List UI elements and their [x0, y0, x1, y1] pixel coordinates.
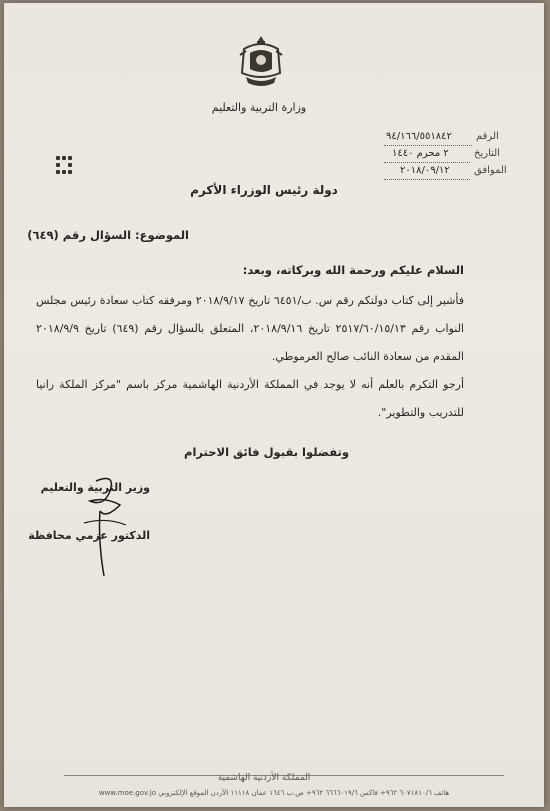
stamp-dots [56, 156, 72, 178]
paragraph-1: فأشير إلى كتاب دولتكم رقم س. ب/٦٤٥١ تاريخ ٢٠١٨/٩/١٧ ومرفقه كتاب سعادة رئيس مجلس النواب رقم ٢٥١٧/٦٠/١٥/١٣ تاريخ ٢٠١٨/٩/١٦، المتعلق بالسؤال رقم (٦٤٩) تاريخ ٢٠١٨/٩/٩ المقدم من سعادة النائب صالح العرموطي. [36, 294, 464, 363]
coat-of-arms-icon [236, 33, 286, 91]
signer-title: وزير التربية والتعليم [40, 481, 150, 494]
date-gregorian: ٢٠١٨/٠٩/١٢ [400, 165, 450, 176]
signer-name: الدكتور عزمي محافظة [28, 529, 150, 542]
footer-contact: هاتف ٦٠٧١٨١٠/٦ ٩٦٢+ فاكس ٦٦٦٦٠١٩/٦ ٩٦٢+ ص.ب ١٦٤٦ عمان ١١١١٨ الأردن الموقع الإلكتروني www.moe.gov.jo [98, 789, 450, 797]
footer-country: المملكة الأردنية الهاشمية [217, 773, 311, 783]
paragraph-2: أرجو التكرم بالعلم أنه لا يوجد في المملكة الأردنية الهاشمية مركز باسم "مركز الملكة رانيا للتدريب والتطوير". [36, 378, 464, 419]
ref-dotline [384, 145, 472, 146]
greeting: السلام عليكم ورحمة الله وبركاته، وبعد: [242, 263, 464, 277]
recipient: دولة رئيس الوزراء الأكرم [190, 183, 338, 197]
attach-dotline [384, 179, 470, 180]
handwritten-signature [76, 471, 136, 581]
attach-label: الموافق [474, 165, 507, 176]
ministry-name: وزارة التربية والتعليم [211, 101, 307, 114]
ref-value: ٩٤/١٦٦/٥٥١٨٤٢ [386, 131, 452, 142]
date-dotline [384, 162, 470, 163]
ref-label: الرقم [476, 131, 499, 142]
closing: وتفضلوا بقبول فائق الاحترام [184, 445, 349, 459]
letter-page [4, 3, 544, 807]
date-hijri: ٢ محرم ١٤٤٠ [392, 148, 449, 159]
subject: الموضوع: السؤال رقم (٦٤٩) [27, 228, 189, 242]
date-label: التاريخ [474, 148, 500, 159]
